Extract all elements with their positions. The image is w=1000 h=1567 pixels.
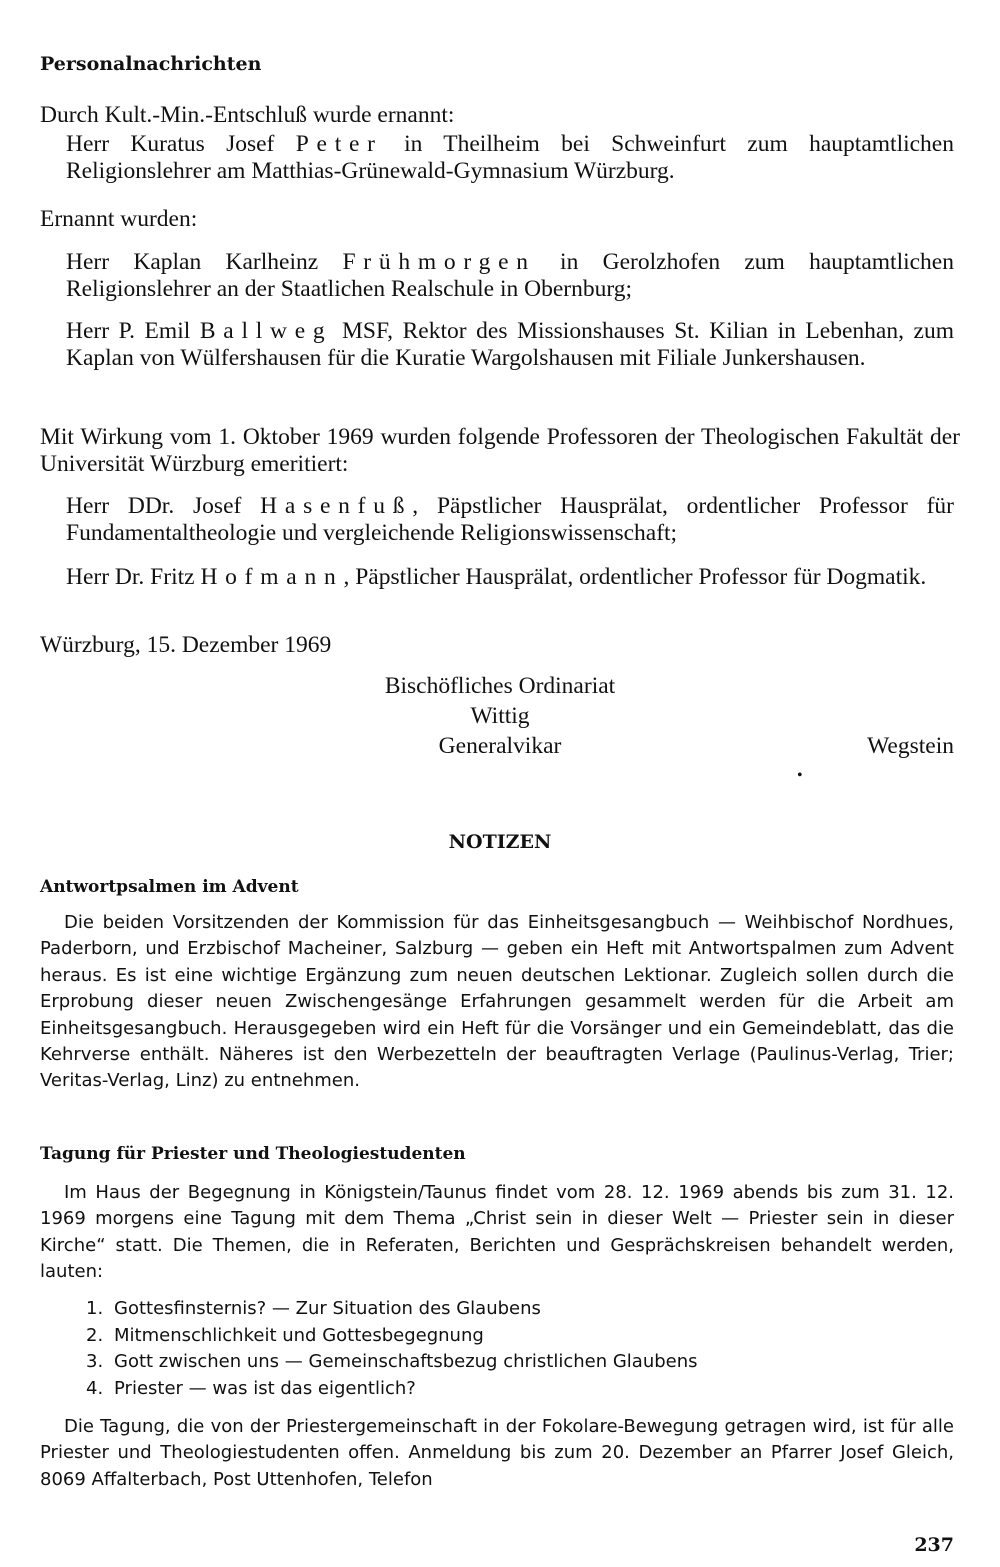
- section-heading-personal: Personalnachrichten: [40, 53, 262, 75]
- list-item: [86, 1349, 698, 1376]
- list-item-number: 4.: [86, 1377, 104, 1399]
- emeritus-intro: Mit Wirkung vom 1. Oktober 1969 wurden folgende Professoren der Theologischen Fakultät der Universität Würzburg emeritiert:: [40, 424, 960, 477]
- place-date: Würzburg, 15. Dezember 1969: [40, 632, 332, 658]
- list-item-text: Priester — was ist das eigentlich?: [114, 1377, 416, 1399]
- conference-topic-list: [86, 1296, 698, 1402]
- appointment-ballweg-pre: Herr P. Emil: [66, 318, 200, 344]
- list-item: [86, 1296, 698, 1323]
- appointment-peter-post: in Theilheim bei Schweinfurt zum hauptamtlichen Religionslehrer am Matthias-Grünewald-Gymnasium Würzburg.: [66, 131, 954, 184]
- list-item-number: 3.: [86, 1351, 104, 1372]
- list-item-number: 2.: [86, 1324, 104, 1346]
- appointment-peter-pre: Herr Kuratus Josef: [66, 131, 296, 157]
- appointment-fruehmorgen-pre: Herr Kaplan Karlheinz: [66, 249, 343, 275]
- signature-block: [300, 671, 700, 761]
- signature-cosigner: Wegstein: [867, 733, 954, 759]
- notice-psalms-text: [40, 910, 954, 1095]
- person-name-fruehmorgen: Frühmorgen: [342, 249, 536, 275]
- emeritus-hofmann-pre: Herr Dr. Fritz: [66, 564, 201, 590]
- signature-title: Generalvikar: [438, 733, 562, 759]
- emeritus-hasenfuss: [66, 493, 954, 547]
- notice-heading-conference: Tagung für Priester und Theologiestudenten: [40, 1144, 466, 1164]
- notice-conference-intro-body: Im Haus der Begegnung in Königstein/Taunus findet vom 28. 12. 1969 abends bis zum 31. 12. 1969 morgens eine Tagung mit dem Thema „Christ sein in dieser Welt — Priester sein in dieser Kirche“ statt. Die Themen, die in Referaten, Berichten und Gesprächskreisen behandelt werden, lauten:: [40, 1182, 954, 1283]
- emeritus-hasenfuss-post: , Päpstlicher Hausprälat, ordentlicher Professor für Fundamentaltheologie und vergleichende Religionswissenschaft;: [66, 493, 954, 546]
- appointed-intro: Ernannt wurden:: [40, 206, 198, 232]
- notice-psalms-body: Die beiden Vorsitzenden der Kommission für das Einheitsgesangbuch — Weihbischof Nordhues, Paderborn, und Erzbischof Macheiner, Salzburg — geben ein Heft mit Antwortspalmen zum Advent heraus. Es ist eine wichtige Ergänzung zum neuen deutschen Lektionar. Zugleich sollen durch die Erprobung dieser neuen Zwischengesänge Erfahrungen gesammelt werden für die Arbeit am Einheitsgesangbuch. Herausgegeben wird ein Heft für die Vorsänger und ein Gemeindeblatt, das die Kehrverse enthält. Näheres ist den Werbezetteln der beauftragten Verlage (Paulinus-Verlag, Trier; Veritas-Verlag, Linz) zu entnehmen.: [40, 912, 954, 1092]
- list-item-text: Gottesfinsternis? — Zur Situation des Glaubens: [114, 1298, 541, 1319]
- notice-heading-psalms: Antwortpsalmen im Advent: [40, 877, 299, 897]
- print-speck: •: [797, 767, 803, 784]
- appointment-fruehmorgen-post: in Gerolzhofen zum hauptamtlichen Religionslehrer an der Staatlichen Realschule in Obernburg;: [66, 249, 954, 302]
- section-heading-notices: NOTIZEN: [448, 831, 552, 853]
- notice-conference-closing: [40, 1414, 954, 1493]
- emeritus-hofmann-post: , Päpstlicher Hausprälat, ordentlicher Professor für Dogmatik.: [343, 564, 927, 590]
- list-item: [86, 1323, 698, 1350]
- appointment-peter: [66, 131, 954, 185]
- page-number: 237: [914, 1534, 954, 1556]
- signature-office: Bischöfliches Ordinariat: [384, 673, 616, 699]
- list-item-number: 1.: [86, 1298, 104, 1319]
- appointment-ballweg-post: MSF, Rektor des Missionshauses St. Kilian in Lebenhan, zum Kaplan von Wülfershausen für die Kuratie Wargolshausen mit Filiale Junkershausen.: [66, 318, 954, 371]
- person-name-peter: Peter: [295, 131, 383, 157]
- person-name-ballweg: Ballweg: [199, 318, 333, 344]
- list-item-text: Gott zwischen uns — Gemeinschaftsbezug christlichen Glaubens: [114, 1351, 698, 1372]
- notice-conference-closing-body: Die Tagung, die von der Priestergemeinschaft in der Fokolare-Bewegung getragen wird, ist für alle Priester und Theologiestudenten offen. Anmeldung bis zum 20. Dezember an Pfarrer Josef Gleich, 8069 Affalterbach, Post Uttenhofen, Telefon: [40, 1416, 954, 1490]
- person-name-hasenfuss: Hasenfuß: [260, 493, 413, 519]
- notice-conference-intro: [40, 1180, 954, 1286]
- appointment-ballweg: [66, 318, 954, 372]
- appointment-fruehmorgen: [66, 249, 954, 303]
- person-name-hofmann: Hofmann: [200, 564, 344, 590]
- list-item: [86, 1376, 698, 1403]
- emeritus-hofmann: [66, 564, 954, 591]
- list-item-text: Mitmenschlichkeit und Gottesbegegnung: [114, 1324, 484, 1346]
- emeritus-hasenfuss-pre: Herr DDr. Josef: [66, 493, 261, 519]
- signature-name: Wittig: [470, 703, 530, 729]
- decree-intro: Durch Kult.-Min.-Entschluß wurde ernannt:: [40, 102, 455, 128]
